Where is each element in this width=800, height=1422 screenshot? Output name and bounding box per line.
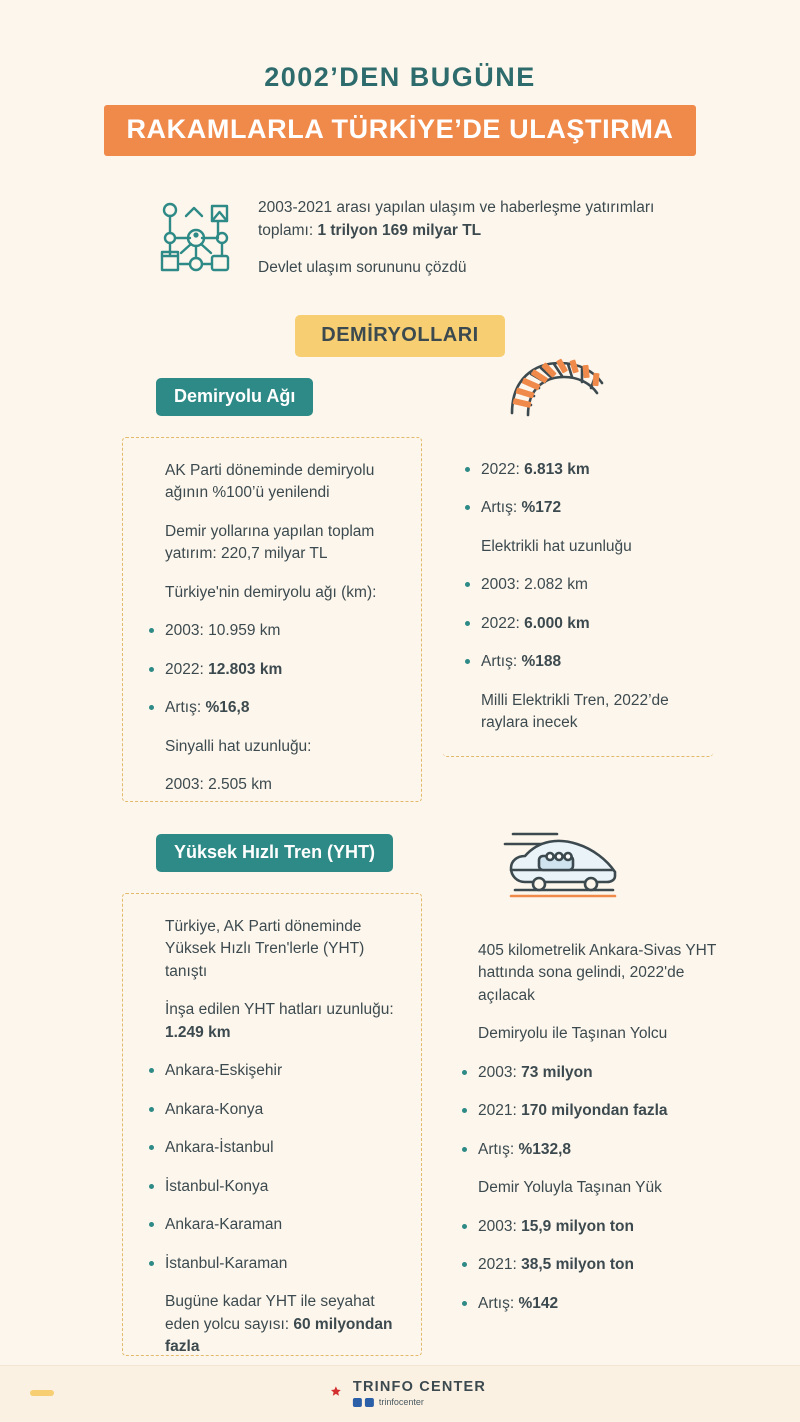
list-item-text: 2003:: [478, 1217, 522, 1235]
list-item: [460, 1293, 730, 1315]
twitter-icon: [365, 1398, 374, 1407]
list-item: [460, 1139, 730, 1161]
intro-line-1: [258, 196, 670, 243]
list-item-value: 73 milyon: [521, 1063, 593, 1081]
rail-network-heading-wrap: [156, 378, 313, 416]
list-item: [463, 497, 701, 519]
list-item-plain: [463, 690, 701, 735]
list-item: [147, 697, 403, 719]
rail-network-left-panel: [122, 437, 422, 802]
list-item-plain: [147, 582, 403, 604]
yht-left-panel: [122, 893, 422, 1356]
footer-brand-name: TRINFO CENTER: [352, 1379, 487, 1395]
page-title: RAKAMLARLA TÜRKİYE’DE ULAŞTIRMA: [104, 105, 695, 156]
list-item-text: Türkiye'nin demiryolu ağı (km):: [165, 583, 377, 601]
list-item-text: AK Parti döneminde demiryolu ağının %100’ü yenilendi: [165, 462, 375, 502]
list-item-text: 2022:: [481, 461, 525, 478]
list-item: [463, 574, 701, 596]
list-item-plain: [147, 1291, 403, 1358]
list-item-text: 2003: 2.082 km: [481, 576, 588, 594]
list-item: [460, 1216, 730, 1238]
list-item-text: İstanbul-Konya: [165, 1177, 269, 1195]
list-item: [147, 659, 403, 681]
yht-heading-wrap: [156, 834, 393, 872]
list-item: [460, 1062, 730, 1084]
list-item-text: 2021:: [478, 1102, 522, 1120]
list-item-text: İnşa edilen YHT hatları uzunluğu:: [165, 1001, 394, 1019]
rail-network-right-panel: [443, 437, 713, 757]
section-heading-demiryollari: DEMİRYOLLARI: [295, 315, 504, 357]
list-item-value: 6.813 km: [524, 461, 590, 478]
list-item: [460, 1254, 730, 1276]
list-item-text: Sinyalli hat uzunluğu:: [165, 737, 312, 755]
subsection-heading-rail-network: Demiryolu Ağı: [156, 378, 313, 416]
list-item-text: 2003: 10.959 km: [165, 622, 281, 640]
list-item-text: Ankara-Eskişehir: [165, 1062, 283, 1080]
list-item-value: %132,8: [518, 1140, 572, 1158]
high-speed-train-icon: [495, 812, 625, 909]
list-item-value: 38,5 milyon ton: [521, 1256, 634, 1274]
intro-line-2: Devlet ulaşım sorununu çözdü: [258, 258, 467, 276]
footer-brand: [353, 1378, 486, 1408]
list-item-text: Ankara-Konya: [165, 1100, 264, 1118]
list-item-text: Ankara-İstanbul: [165, 1139, 274, 1157]
yht-left-list: [147, 916, 403, 1359]
list-item-value: 15,9 milyon ton: [521, 1217, 634, 1235]
list-item-plain: [460, 1023, 730, 1045]
intro-texts: [246, 190, 670, 277]
list-item-value: %188: [521, 653, 562, 671]
header-kicker: 2002’DEN BUGÜNE: [264, 62, 536, 92]
footer-brand-handle-wrap: [353, 1398, 486, 1408]
list-item-text: 2003:: [478, 1063, 522, 1081]
list-item-text: Demir Yoluyla Taşınan Yük: [478, 1179, 662, 1197]
list-item-text: Türkiye, AK Parti döneminde Yüksek Hızlı Tren'lerle (YHT) tanıştı: [165, 918, 365, 980]
list-item-text: Milli Elektrikli Tren, 2022’de raylara inecek: [481, 691, 669, 732]
list-item-plain: [460, 1177, 730, 1199]
list-item-plain: [147, 774, 403, 796]
list-item-plain: [147, 916, 403, 983]
list-item: [147, 1137, 403, 1159]
list-item-plain: [147, 999, 403, 1044]
facebook-icon: [353, 1398, 362, 1407]
list-item-text: Bugüne kadar YHT ile seyahat eden yolcu sayısı:: [165, 1293, 375, 1333]
footer-logo: [314, 1378, 486, 1408]
list-item-text: Artış:: [165, 699, 206, 717]
list-item-plain: [147, 521, 403, 566]
list-item-text: 2003: 2.505 km: [165, 776, 272, 794]
list-item: [460, 1100, 730, 1122]
footer: [0, 1365, 800, 1422]
list-item-text: Demiryolu ile Taşınan Yolcu: [478, 1025, 668, 1043]
list-item-text: Artış:: [478, 1294, 519, 1312]
list-item: [463, 651, 701, 673]
list-item-text: Ankara-Karaman: [165, 1216, 283, 1234]
subsection-heading-yht: Yüksek Hızlı Tren (YHT): [156, 834, 393, 872]
list-item: [147, 1253, 403, 1275]
header: [0, 0, 800, 156]
intro-line-1-bold: 1 trilyon 169 milyar TL: [317, 222, 482, 240]
list-item-text: Artış:: [478, 1140, 519, 1158]
footer-brand-handle: trinfocenter: [378, 1396, 424, 1407]
list-item-value: 1.249 km: [165, 1023, 231, 1041]
list-item-text: 2022:: [165, 660, 209, 678]
list-item: [463, 459, 701, 481]
list-item: [147, 1176, 403, 1198]
list-item-text: Demir yollarına yapılan toplam yatırım: 220,7 milyar TL: [165, 522, 375, 563]
list-item-value: %142: [518, 1294, 559, 1312]
yht-right-list: [460, 940, 730, 1315]
list-item-text: 2022:: [481, 614, 525, 632]
list-item-text: İstanbul-Karaman: [165, 1254, 288, 1272]
list-item-plain: [147, 736, 403, 758]
list-item-plain: [147, 460, 403, 505]
list-item: [147, 1060, 403, 1082]
list-item-value: %172: [521, 499, 562, 517]
list-item: [147, 620, 403, 642]
list-item-value: %16,8: [205, 699, 250, 717]
list-item: [463, 613, 701, 635]
yht-right-panel: [460, 940, 730, 1315]
section-heading-wrap: [0, 315, 800, 357]
list-item: [147, 1214, 403, 1236]
list-item-value: 12.803 km: [208, 660, 283, 678]
rail-network-right-list: [463, 459, 701, 735]
list-item-plain: [460, 940, 730, 1007]
footer-accent-bar: [30, 1390, 54, 1396]
list-item-value: 60 milyondan fazla: [165, 1315, 393, 1356]
list-item: [147, 1099, 403, 1121]
list-item-text: Artış:: [481, 499, 522, 517]
intro-block: [150, 190, 670, 287]
list-item-text: 405 kilometrelik Ankara-Sivas YHT hattında sona gelindi, 2022'de açılacak: [478, 942, 717, 1004]
list-item-plain: [463, 536, 701, 558]
intro-line-1-prefix: 2003-2021 arası yapılan ulaşım ve haberleşme yatırımları toplamı:: [258, 199, 655, 240]
turkish-flag-icon: [314, 1379, 344, 1406]
list-item-value: 6.000 km: [524, 614, 590, 632]
list-item-text: Artış:: [481, 653, 522, 671]
network-nodes-icon: [150, 190, 246, 287]
list-item-text: Elektrikli hat uzunluğu: [481, 537, 632, 555]
list-item-value: 170 milyondan fazla: [521, 1102, 668, 1120]
railway-track-icon: [500, 355, 610, 426]
rail-network-left-list: [147, 460, 403, 797]
list-item-text: 2021:: [478, 1256, 522, 1274]
